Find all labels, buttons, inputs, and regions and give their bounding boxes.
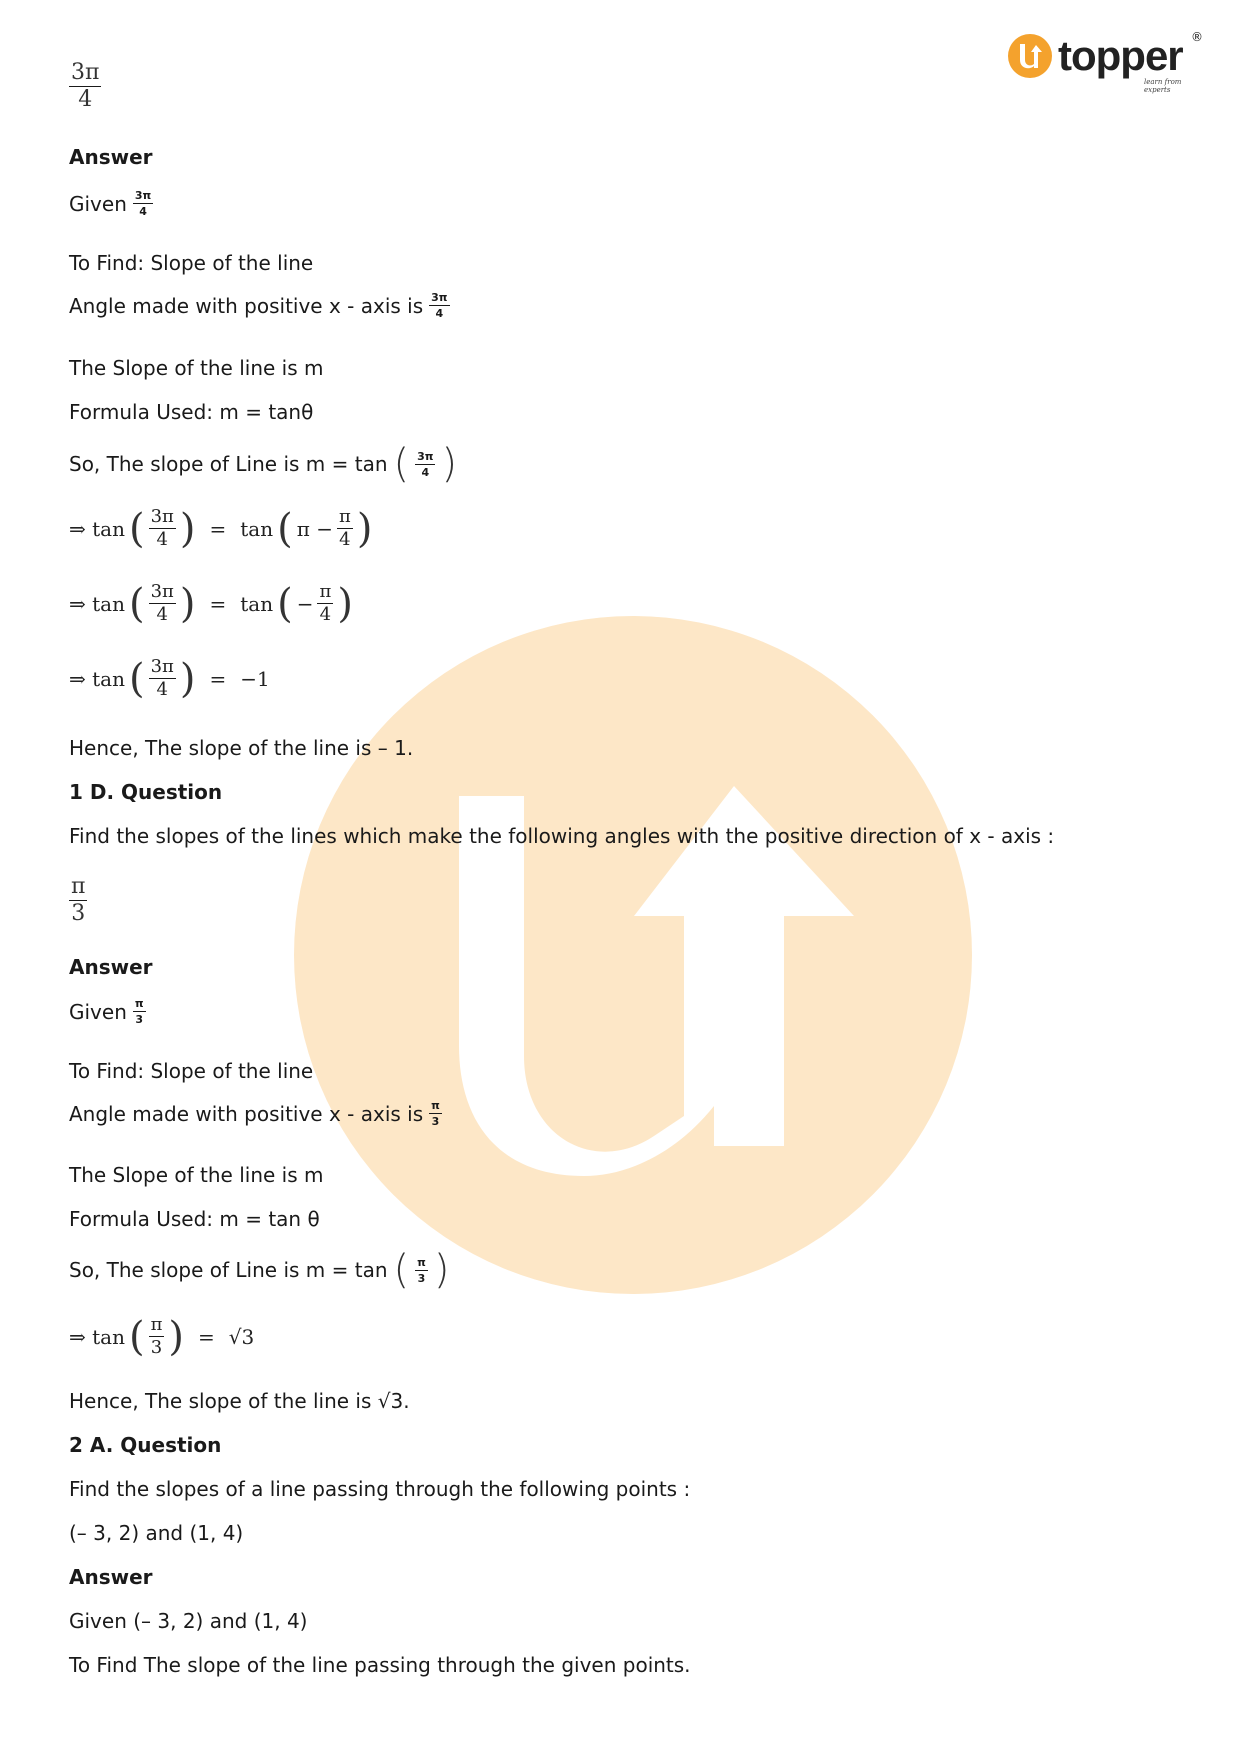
- given-line: Given $\frac{\pi}{3}$: [69, 997, 144, 1026]
- question-title: 2 A. Question: [69, 1433, 222, 1457]
- so-slope-line: So, The slope of Line is m = tan ( $\frac{3\pi}{4}$ ): [69, 441, 458, 487]
- formula-line: Formula Used: m = tan θ: [69, 1207, 320, 1231]
- slope-m-line: The Slope of the line is m: [69, 356, 324, 380]
- angle-inline-fraction: $\frac{3\pi}{4}$: [431, 291, 448, 320]
- paren: (: [393, 441, 410, 487]
- q1c-angle: [69, 62, 101, 111]
- hence-line: Hence, The slope of the line is – 1.: [69, 736, 414, 760]
- to-find-line: To Find: Slope of the line: [69, 1059, 314, 1083]
- to-find-line: To Find: Slope of the line: [69, 251, 314, 275]
- angle-inline-fraction: $\frac{\pi}{3}$: [431, 1099, 440, 1128]
- brand-name: topper: [1058, 32, 1183, 79]
- slope-m-line: The Slope of the line is m: [69, 1163, 324, 1187]
- so-fraction: $\frac{3\pi}{4}$: [417, 449, 434, 479]
- question-prompt: Find the slopes of the lines which make the following angles with the positive direction of x - axis :: [69, 824, 1055, 848]
- given-fraction: $\frac{3\pi}{4}$: [134, 189, 152, 218]
- angle-fraction: $\frac{3\pi}{4}$: [71, 60, 100, 112]
- angle-line: Angle made with positive x - axis is $\frac{3\pi}{4}$: [69, 291, 448, 320]
- given-line: Given $\frac{3\pi}{4}$: [69, 189, 152, 218]
- registered-mark: ®: [1191, 30, 1203, 44]
- question-title: 1 D. Question: [69, 780, 223, 804]
- answer-heading: Answer: [69, 955, 153, 979]
- question-prompt: Find the slopes of a line passing through the following points :: [69, 1477, 691, 1501]
- step-2: ⇒ tan ( $\frac{3\pi}{4}$ ) = tan ( − $\frac{\pi}{4}$ ): [69, 580, 353, 627]
- to-find-line: To Find The slope of the line passing through the given points.: [69, 1653, 691, 1677]
- hence-line: Hence, The slope of the line is √3.: [69, 1389, 410, 1413]
- step-1: ⇒ tan ( $\frac{3\pi}{4}$ ) = tan ( π − $\frac{\pi}{4}$ ): [69, 505, 373, 552]
- so-slope-line: So, The slope of Line is m = tan ( $\frac{\pi}{3}$ ): [69, 1247, 450, 1293]
- paren: ): [433, 1247, 450, 1293]
- angle-fraction: $\frac{\pi}{3}$: [71, 874, 86, 926]
- formula-line: Formula Used: m = tanθ: [69, 400, 314, 424]
- watermark-logo: [294, 616, 972, 1294]
- angle-line: Angle made with positive x - axis is $\frac{\pi}{3}$: [69, 1099, 440, 1128]
- paren: ): [441, 441, 458, 487]
- points-line: (– 3, 2) and (1, 4): [69, 1521, 244, 1545]
- answer-heading: Answer: [69, 145, 153, 169]
- given-line: Given (– 3, 2) and (1, 4): [69, 1609, 308, 1633]
- step-1: ⇒ tan ( $\frac{\pi}{3}$ ) = √3: [69, 1313, 255, 1360]
- answer-heading: Answer: [69, 1565, 153, 1589]
- so-fraction: $\frac{\pi}{3}$: [417, 1255, 426, 1285]
- q1d-angle: [69, 876, 87, 925]
- brand-logo: [1008, 28, 1204, 92]
- brand-tagline: learn from experts: [1144, 78, 1182, 94]
- given-fraction: $\frac{\pi}{3}$: [134, 997, 144, 1026]
- step-3: ⇒ tan ( $\frac{3\pi}{4}$ ) = −1: [69, 655, 270, 702]
- paren: (: [393, 1247, 410, 1293]
